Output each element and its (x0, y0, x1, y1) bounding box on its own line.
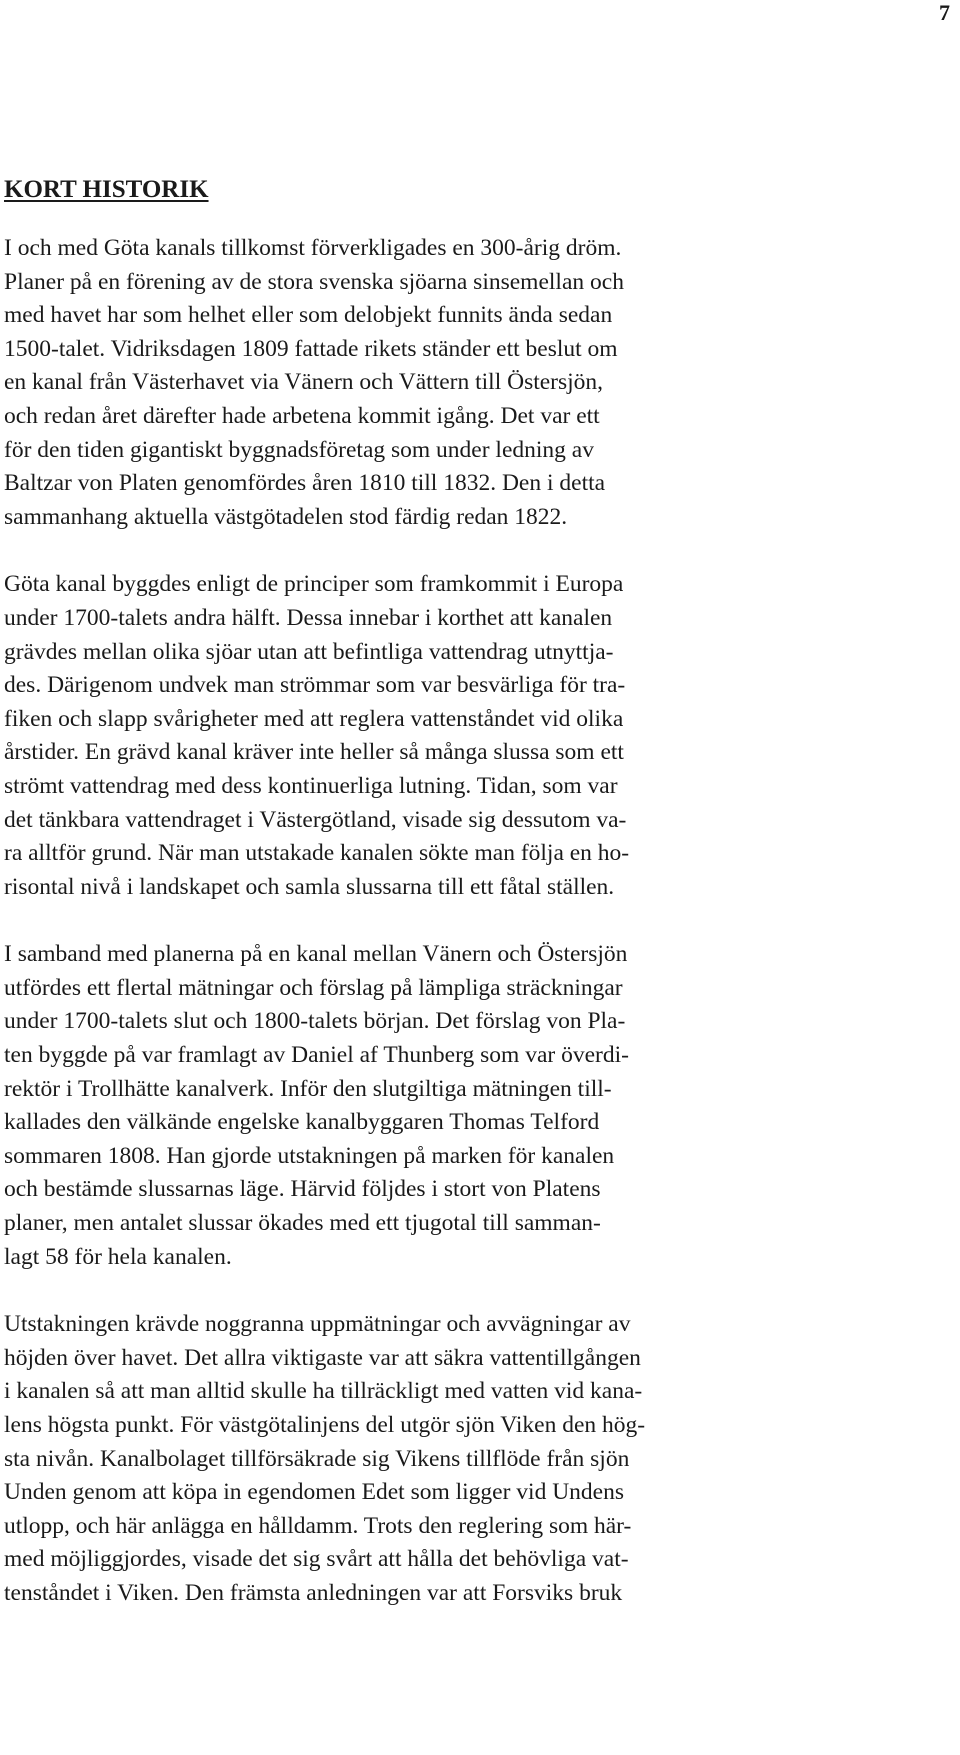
text-line: Planer på en förening av de stora svenska sjöarna sinsemellan och (4, 268, 624, 295)
text-line: planer, men antalet slussar ökades med ett tjugotal till samman- (4, 1210, 601, 1237)
text-line: tenståndet i Viken. Den främsta anledningen var att Forsviks bruk (4, 1579, 623, 1606)
text-line: Unden genom att köpa in egendomen Edet som ligger vid Undens (4, 1479, 625, 1506)
text-line: I och med Göta kanals tillkomst förverkligades en 300-årig dröm. (4, 235, 622, 261)
text-line: Göta kanal byggdes enligt de principer som framkommit i Europa (4, 571, 624, 598)
paragraph-4 (4, 1308, 854, 1610)
text-line: ten byggde på var framlagt av Daniel af Thunberg som var överdi- (4, 1042, 629, 1069)
paragraph-2 (4, 568, 854, 904)
text-line: risontal nivå i landskapet och samla slussarna till ett fåtal ställen. (4, 873, 615, 900)
text-line: grävdes mellan olika sjöar utan att befintliga vattendrag utnyttja- (4, 638, 614, 665)
text-line: Baltzar von Platen genomfördes åren 1810 till 1832. Den i detta (4, 470, 606, 497)
text-line: I samband med planerna på en kanal mellan Vänern och Östersjön (4, 941, 628, 968)
text-line: 1500-talet. Vidriksdagen 1809 fattade rikets ständer ett beslut om (4, 335, 618, 362)
text-line: Utstakningen krävde noggranna uppmätningar och avvägningar av (4, 1311, 631, 1338)
text-line: utlopp, och här anlägga en hålldamm. Trots den reglering som här- (4, 1512, 632, 1539)
text-line: det tänkbara vattendraget i Västergötland, visade sig dessutom va- (4, 806, 627, 833)
text-line: ra alltför grund. När man utstakade kanalen sökte man följa en ho- (4, 840, 630, 867)
text-line: under 1700-talets slut och 1800-talets början. Det förslag von Pla- (4, 1008, 626, 1035)
document-body (4, 175, 854, 1611)
text-line: i kanalen så att man alltid skulle ha tillräckligt med vatten vid kana- (4, 1378, 643, 1405)
page-number: 7 (939, 0, 950, 25)
text-line: och redan året därefter hade arbetena kommit igång. Det var ett (4, 402, 600, 429)
paragraph-1 (4, 232, 854, 534)
text-line: fiken och slapp svårigheter med att reglera vattenståndet vid olika (4, 705, 624, 732)
text-line: des. Därigenom undvek man strömmar som var besvärliga för tra- (4, 672, 626, 699)
text-line: kallades den välkände engelske kanalbyggaren Thomas Telford (4, 1109, 600, 1136)
text-line: höjden över havet. Det allra viktigaste var att säkra vattentillgången (4, 1344, 641, 1371)
text-line: lens högsta punkt. För västgötalinjens del utgör sjön Viken den hög- (4, 1412, 646, 1438)
text-line: sta nivån. Kanalbolaget tillförsäkrade sig Vikens tillflöde från sjön (4, 1445, 630, 1472)
text-line: och bestämde slussarnas läge. Härvid följdes i stort von Platens (4, 1176, 601, 1203)
text-line: med havet har som helhet eller som delobjekt funnits ända sedan (4, 302, 613, 329)
text-line: lagt 58 för hela kanalen. (4, 1243, 232, 1270)
text-line: med möjliggjordes, visade det sig svårt att hålla det behövliga vat- (4, 1546, 629, 1573)
text-line: utfördes ett flertal mätningar och förslag på lämpliga sträckningar (4, 974, 623, 1001)
text-line: under 1700-talets andra hälft. Dessa innebar i korthet att kanalen (4, 604, 613, 631)
text-line: en kanal från Västerhavet via Vänern och Vättern till Östersjön, (4, 369, 604, 396)
text-line: för den tiden gigantiskt byggnadsföretag som under ledning av (4, 436, 594, 463)
text-line: sommaren 1808. Han gjorde utstakningen på marken för kanalen (4, 1142, 615, 1169)
text-line: strömt vattendrag med dess kontinuerliga lutning. Tidan, som var (4, 772, 618, 799)
text-line: rektör i Trollhätte kanalverk. Inför den slutgiltiga mätningen till- (4, 1075, 612, 1102)
section-heading: KORT HISTORIK (4, 176, 209, 203)
text-line: sammanhang aktuella västgötadelen stod färdig redan 1822. (4, 503, 568, 530)
text-line: årstider. En grävd kanal kräver inte heller så många slussa som ett (4, 739, 624, 766)
paragraph-3 (4, 938, 854, 1274)
